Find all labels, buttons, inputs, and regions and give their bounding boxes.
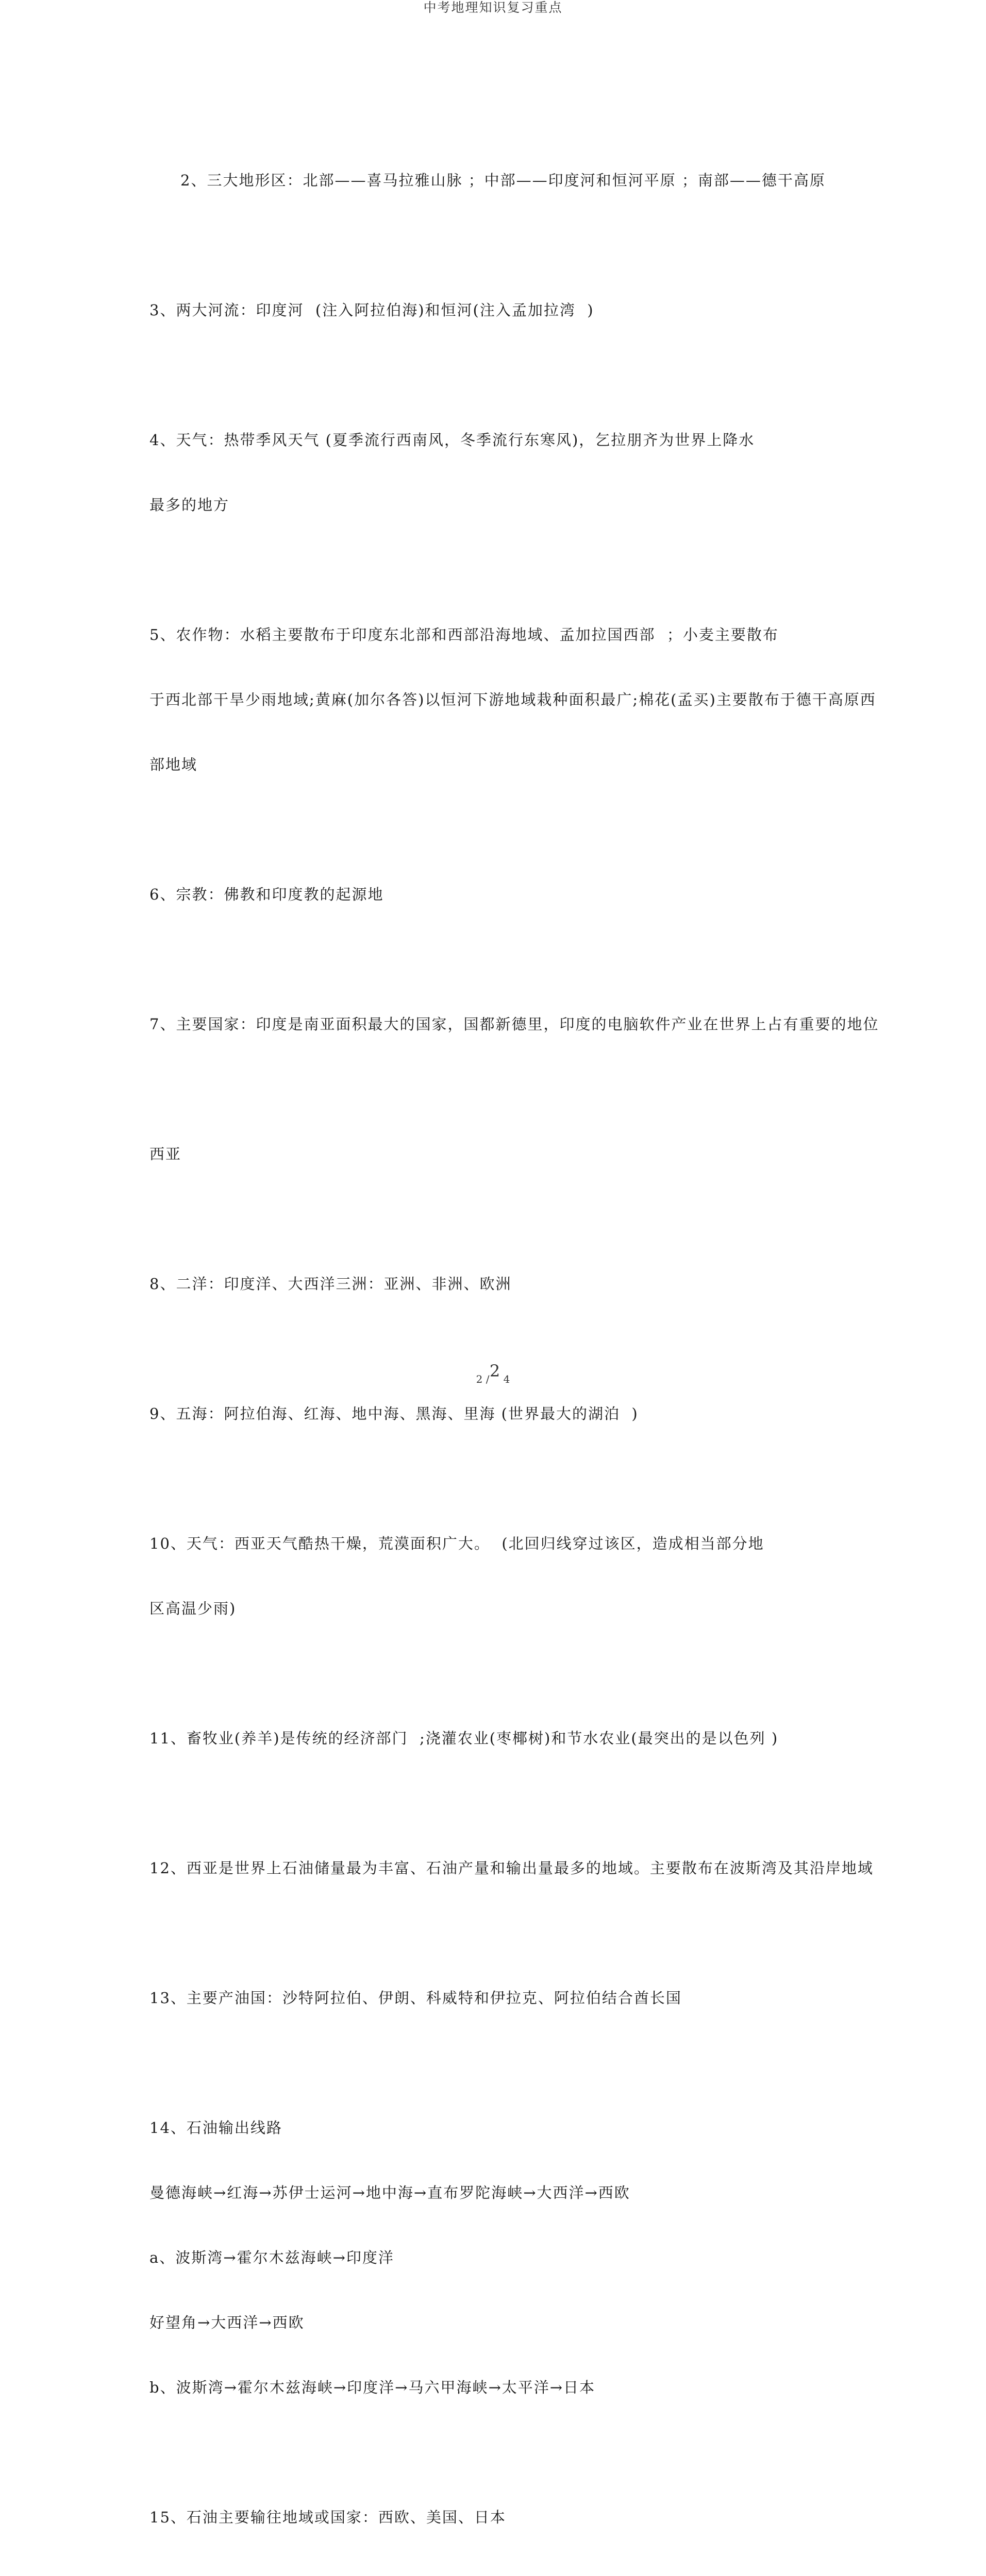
paragraph-line: 15、石油主要输往地域或国家：西欧、美国、日本 [149, 2509, 506, 2526]
paragraph-line: 4、天气：热带季风天气 (夏季流行西南风，冬季流行东寒风)，乞拉朋齐为世界上降水 [149, 431, 755, 449]
paragraph-terrain [149, 126, 933, 234]
paragraph-line: a、波斯湾→霍尔木兹海峡→印度洋 [149, 2249, 394, 2266]
paragraph-line: 10、天气：西亚天气酷热干燥，荒漠面积广大。 (北回归线穿过该区，造成相当部分地 [149, 1535, 764, 1552]
paragraph-oil-routes [149, 2074, 933, 2442]
paragraph-rivers [149, 256, 933, 364]
paragraph-west-asia-climate [149, 1489, 933, 1663]
paragraph-line: 最多的地方 [149, 496, 230, 514]
page-footer [0, 1361, 986, 1386]
paragraph-oil-destinations [149, 2463, 933, 2571]
paragraph-countries [149, 970, 933, 1078]
paragraph-climate [149, 386, 933, 559]
paragraph-line: 3、两大河流：印度河 (注入阿拉伯海)和恒河(注入孟加拉湾 ) [149, 301, 594, 319]
paragraph-line: 14、石油输出线路 [149, 2119, 282, 2137]
paragraph-line: 于西北部干旱少雨地域;黄麻(加尔各答)以恒河下游地域栽种面积最广;棉花(孟买)主要散布于德干高原西 [149, 691, 876, 708]
paragraph-line: 5、农作物：水稻主要散布于印度东北部和西部沿海地域、孟加拉国西部 ；小麦主要散布 [149, 626, 779, 643]
paragraph-line: 部地域 [149, 756, 198, 773]
paragraph-line: 曼德海峡→红海→苏伊士运河→地中海→直布罗陀海峡→大西洋→西欧 [149, 2184, 630, 2201]
paragraph-line: 7、主要国家：印度是南亚面积最大的国家，国都新德里，印度的电脑软件产业在世界上占有重要的地位 [149, 1015, 879, 1033]
paragraph-line: b、波斯湾→霍尔木兹海峡→印度洋→马六甲海峡→太平洋→日本 [149, 2379, 596, 2396]
page-number-overlay: 2 [489, 1361, 500, 1381]
page-header [0, 0, 986, 15]
page-number: 2 [476, 1373, 483, 1385]
paragraph-line: 12、西亚是世界上石油储量最为丰富、石油产量和输出量最多的地域。主要散布在波斯湾及其沿岸地域 [149, 1859, 874, 1877]
paragraph-oil-reserves [149, 1814, 933, 1922]
paragraph-religion [149, 840, 933, 948]
paragraph-line: 区高温少雨) [149, 1600, 237, 1617]
page-total: 4 [503, 1373, 510, 1385]
page-separator: / [486, 1373, 490, 1385]
section-heading: 西亚 [149, 1145, 182, 1163]
paragraph-line: 6、宗教：佛教和印度教的起源地 [149, 886, 384, 903]
paragraph-line: 9、五海：阿拉伯海、红海、地中海、黑海、里海 (世界最大的湖泊 ) [149, 1405, 639, 1422]
section-heading-west-asia [149, 1100, 933, 1208]
paragraph-line: 2、三大地形区：北部——喜马拉雅山脉 ；中部——印度河和恒河平原 ；南部——德干高原 [180, 172, 826, 189]
document-title: 中考地理知识复习重点 [423, 0, 563, 15]
paragraph-line: 11、畜牧业(养羊)是传统的经济部门 ;浇灌农业(枣椰树)和节水农业(最突出的是以色列 ) [149, 1730, 779, 1747]
paragraph-line: 好望角→大西洋→西欧 [149, 2314, 305, 2331]
document-body [149, 126, 933, 2576]
paragraph-oil-countries [149, 1944, 933, 2052]
paragraph-line: 8、二洋：印度洋、大西洋三洲：亚洲、非洲、欧洲 [149, 1275, 512, 1293]
paragraph-crops [149, 581, 933, 819]
paragraph-agriculture [149, 1684, 933, 1792]
paragraph-line: 13、主要产油国：沙特阿拉伯、伊朗、科威特和伊拉克、阿拉伯结合酋长国 [149, 1989, 682, 2007]
paragraph-oceans [149, 1230, 933, 1338]
